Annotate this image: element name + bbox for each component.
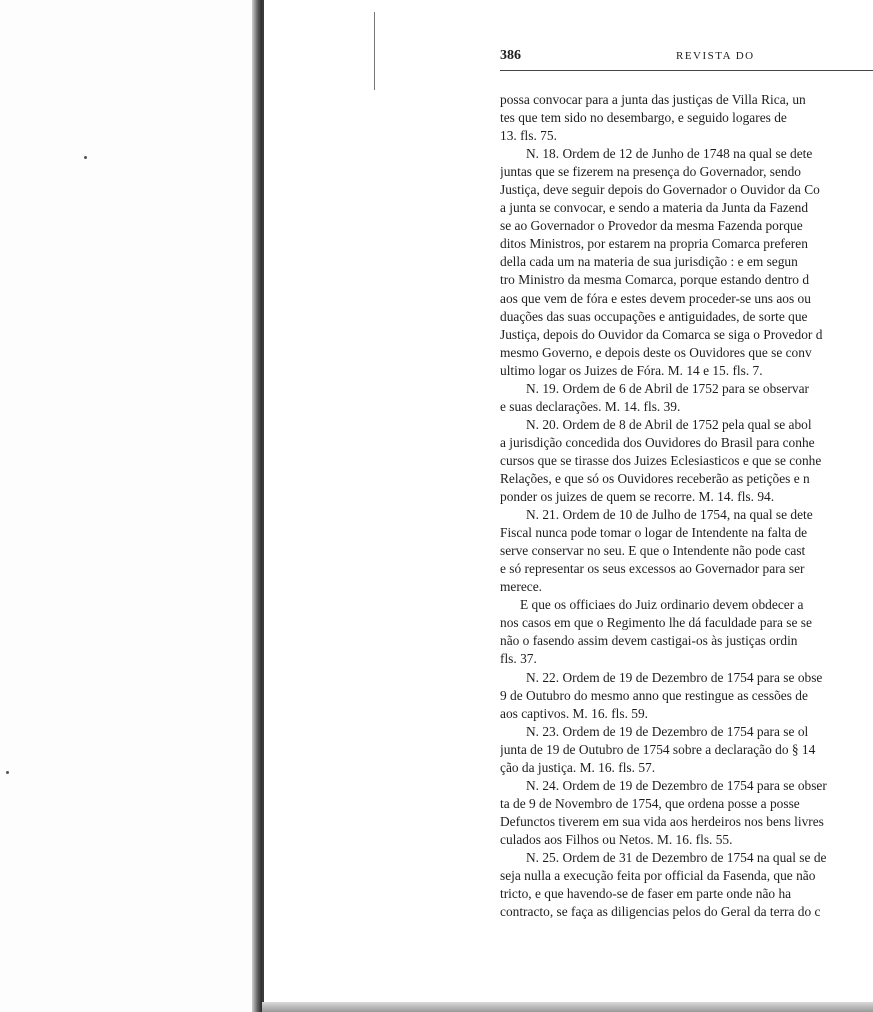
text-line: N. 24. Ordem de 19 de Dezembro de 1754 para se obser: [526, 777, 827, 793]
text-line: aos que vem de fóra e estes devem proceder-se uns aos ou: [500, 290, 811, 306]
text-line: E que os officiaes do Juiz ordinario devem obdecer a: [520, 597, 804, 613]
text-line: N. 25. Ordem de 31 de Dezembro de 1754 na qual se de: [526, 849, 827, 865]
page-bottom-edge: [262, 1002, 873, 1012]
text-line: tro Ministro da mesma Comarca, porque estando dentro d: [500, 272, 810, 288]
text-line: N. 18. Ordem de 12 de Junho de 1748 na qual se dete: [526, 146, 813, 162]
text-line: duações das suas occupações e antiguidades, de sorte que: [500, 308, 808, 324]
text-line: possa convocar para a junta das justiças de Villa Rica, un: [500, 92, 806, 107]
text-line: fls. 37.: [500, 651, 537, 667]
header-rule: [500, 70, 873, 71]
text-line: mesmo Governo, e depois deste os Ouvidores que se conv: [500, 344, 812, 360]
text-line: ultimo logar os Juizes de Fóra. M. 14 e 15. fls. 7.: [500, 362, 763, 378]
text-line: tes que tem sido no desembargo, e seguido logares de: [500, 110, 787, 126]
text-line: ta de 9 de Novembro de 1754, que ordena posse a posse: [500, 795, 800, 811]
text-line: seja nulla a execução feita por official da Fasenda, que não: [500, 868, 816, 884]
text-line: Justiça, deve seguir depois do Governador o Ouvidor da Co: [500, 182, 820, 198]
text-line: a junta se convocar, e sendo a materia da Junta da Fazend: [500, 200, 809, 216]
text-line: culados aos Filhos ou Netos. M. 16. fls. 55.: [500, 831, 733, 847]
left-page-blank: [0, 0, 262, 1012]
text-line: contracto, se faça as diligencias pelos do Geral da terra do c: [500, 904, 821, 920]
text-line: 9 de Outubro do mesmo anno que restingue as cessões de: [500, 687, 808, 703]
text-line: a jurisdição concedida dos Ouvidores do Brasil para conhe: [500, 434, 815, 450]
running-head: REVISTA DO: [676, 50, 755, 62]
text-line: se ao Governador o Provedor da mesma Fazenda porque: [500, 218, 803, 234]
text-line: Justiça, depois do Ouvidor da Comarca se siga o Provedor d: [500, 326, 823, 342]
text-line: serve conservar no seu. E que o Intendente não pode cast: [500, 543, 806, 559]
text-line: junta de 19 de Outubro de 1754 sobre a declaração do § 14: [500, 741, 816, 757]
text-line: N. 21. Ordem de 10 de Julho de 1754, na qual se dete: [526, 507, 813, 523]
page-number: 386: [500, 48, 521, 63]
book-gutter-shadow: [252, 0, 262, 1012]
right-page: [264, 0, 873, 1002]
text-line: tricto, e que havendo-se de faser em parte onde não ha: [500, 886, 792, 902]
text-line: merece.: [500, 579, 542, 595]
page-header: [500, 48, 873, 68]
text-line: Defunctos tiverem em sua vida aos herdeiros nos bens livres: [500, 813, 824, 829]
text-line: N. 20. Ordem de 8 de Abril de 1752 pela qual se abol: [526, 416, 812, 432]
text-line: N. 23. Ordem de 19 de Dezembro de 1754 para se ol: [526, 723, 809, 739]
ink-speck: [6, 771, 9, 774]
text-line: ponder os juizes de quem se recorre. M. 14. fls. 94.: [500, 489, 775, 505]
text-line: ção da justiça. M. 16. fls. 57.: [500, 759, 656, 775]
text-line: juntas que se fizerem na presença do Governador, sendo: [500, 164, 802, 180]
text-line: ditos Ministros, por estarem na propria Comarca preferen: [500, 236, 808, 252]
text-line: Fiscal nunca pode tomar o logar de Intendente na falta de: [500, 525, 808, 541]
text-line: cursos que se tirasse dos Juizes Eclesiasticos e que se conhe: [500, 452, 822, 468]
text-line: della cada um na materia de sua jurisdição : e em segun: [500, 254, 798, 270]
text-line: N. 19. Ordem de 6 de Abril de 1752 para se observar: [526, 380, 809, 396]
ink-speck: [84, 156, 87, 159]
text-line: 13. fls. 75.: [500, 128, 557, 144]
text-line: e só representar os seus excessos ao Governador para ser: [500, 561, 805, 577]
text-line: não o fasendo assim devem castigai-os às justiças ordin: [500, 633, 798, 649]
text-line: N. 22. Ordem de 19 de Dezembro de 1754 para se obse: [526, 669, 823, 685]
text-line: Relações, e que só os Ouvidores receberão as petições e n: [500, 470, 810, 486]
text-line: nos casos em que o Regimento lhe dá faculdade para se se: [500, 615, 812, 631]
body-text: [500, 91, 873, 921]
text-line: e suas declarações. M. 14. fls. 39.: [500, 398, 681, 414]
text-line: aos captivos. M. 16. fls. 59.: [500, 705, 649, 721]
